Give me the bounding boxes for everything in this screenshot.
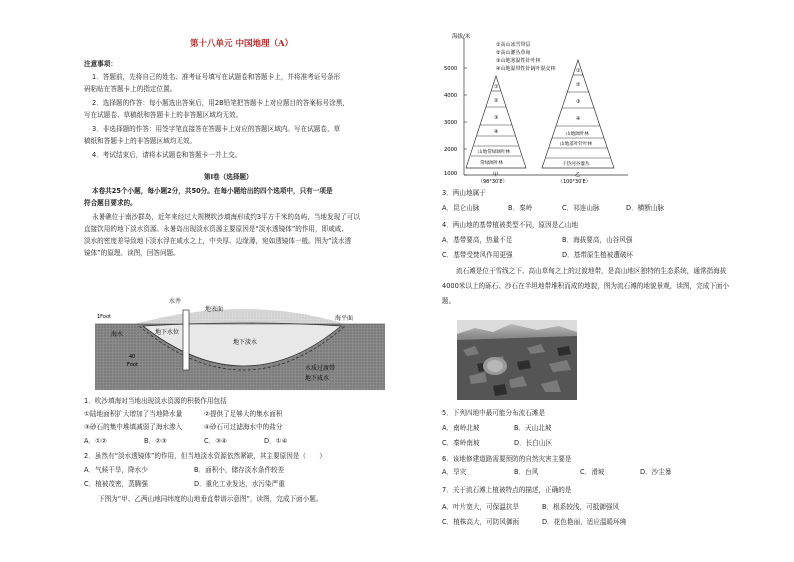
q2-choice-a[interactable]: A．气候干旱，降水少 [84, 466, 148, 474]
scree-photo [457, 320, 577, 400]
legend-2: ②高山灌丛草甸 [496, 50, 531, 56]
label-well: 水井 [169, 298, 182, 305]
label-freshwater: 地下淡水 [233, 339, 258, 346]
passage1-line-3: 淡水的密度差导致地下淡水浮在咸水之上，中央厚、边缘薄，宛如透镜体一般。图为“淡水透 [84, 237, 352, 245]
notice-heading: 注意事项： [84, 60, 117, 68]
notice-item-3-line-2: 稿纸和答题卡上的非答题区域均无效。 [84, 137, 197, 145]
passage2-line-2: 4000米以上的砾石、沙石在半坦地带堆积而成的地貌，图为流石滩的地貌景观，读图，完成下面小 [442, 282, 730, 290]
q7-choice-c[interactable]: C．植株高大，可防风御雨 [442, 518, 520, 526]
q6-choice-a[interactable]: A．旱灾 [442, 468, 467, 476]
label-foot: Foot [127, 362, 138, 368]
q7-stem: 7．关于流石滩上植被特点的描述，正确的是 [442, 486, 572, 494]
notice-item-2-line-2: 写在试题卷、草稿纸和答题卡上的非答题区域均无效。 [84, 111, 243, 119]
notice-item-1-line-1: 1．答题前，先将自己的姓名、准考证号填写在试题卷和答题卡上，并将准考证号条形 [92, 73, 341, 81]
q4-choice-b[interactable]: B．海拔要高，山谷风强 [562, 236, 633, 244]
q1-choice-d[interactable]: D．①④ [264, 437, 288, 445]
q1-stem: 1．吹沙填海对当地出现淡水资源的积极作用包括 [84, 397, 227, 405]
mountain-yi [542, 60, 614, 185]
passage1-line-4: 镜体”的原理。读图，回答问题。 [84, 249, 180, 257]
q1-choice-b[interactable]: B．②③ [144, 437, 167, 445]
q1-option-2: ②提供了足够大的集水面积 [204, 410, 283, 418]
q5-choice-c[interactable]: C．秦岭南坡 [442, 439, 480, 447]
passage1-line-1: 永暑礁位于南沙群岛，近年来经过大规模吹沙填海形成约3平方千米的岛屿，当地发现了可以 [92, 213, 360, 221]
label-saltwater: 地下咸水 [305, 375, 330, 382]
yi-zone-label-2: 山地落叶针叶林 [560, 142, 593, 147]
q6-choice-c[interactable]: C．滑坡 [580, 468, 605, 476]
notice-item-2-line-1: 2．选择题的作答：每小题选出答案后，用2B铅笔把答题卡上对应题目的答案标号涂黑， [92, 99, 349, 107]
mountain-zone-chart [438, 30, 638, 185]
q1-option-1: ①陆地面积扩大增加了当地降水量 [84, 410, 183, 418]
jia-marker-4: ④ [494, 129, 499, 135]
yi-zone-label-3: 干热河谷灌丛 [562, 162, 590, 167]
q3-choice-d[interactable]: D．横断山脉 [626, 204, 665, 212]
q4-choice-c[interactable]: C．基带受焚风作用更强 [442, 251, 513, 259]
q6-choice-b[interactable]: B．台风 [514, 468, 539, 476]
q6-stem: 6．该地修建道路需要预防的自然灾害主要是 [442, 455, 572, 463]
yi-marker-3: ③ [576, 99, 581, 105]
label-sea-level: 海平面 [335, 315, 354, 322]
figure-caption: 下图为“甲、乙两山地同纬度的山地垂直带谱示意图”，读图，完成下面小题。 [98, 495, 323, 503]
legend-4: ④山地温带性针阔叶混交林 [496, 66, 556, 72]
section-intro-line-2: 符合题目要求的。 [84, 199, 137, 207]
notice-item-1-line-2: 码粘贴在答题卡上的指定位置。 [84, 85, 177, 93]
label-40: 40 [129, 354, 136, 360]
label-water-table: 地下水位 [155, 329, 180, 336]
y-axis-label: 海拔/米 [452, 34, 471, 40]
y-tick-1000: 1000 [444, 171, 458, 177]
q3-stem: 3．两山地属于 [442, 189, 486, 197]
q3-choice-c[interactable]: C．祁连山脉 [562, 204, 600, 212]
q1-option-4: ④砂石可过滤海水中的盐分 [204, 423, 283, 431]
q7-choice-a[interactable]: A．叶片宽大，可保温抗旱 [442, 503, 520, 511]
y-tick-4000: 4000 [444, 93, 458, 99]
freshwater-lens-diagram [95, 296, 385, 390]
q6-choice-d[interactable]: D．沙尘暴 [640, 468, 672, 476]
mountain-jia [466, 76, 526, 185]
section-intro-line-1: 本卷共25个小题，每小题2分，共50分。在每小题给出的四个选项中，只有一项是 [92, 187, 333, 195]
passage2-line-1: 流石滩是位于雪线之下、高山草甸之上的过渡地带，是高山地区独特的生态系统，通常指海拔 [456, 267, 727, 275]
jia-marker-1: ① [494, 84, 499, 90]
passage2-line-3: 题。 [442, 297, 456, 305]
yi-marker-1: ① [576, 68, 581, 74]
well-shaft [183, 310, 189, 370]
legend-1: ①高山冰雪带层 [496, 42, 531, 48]
yi-marker-4: ④ [576, 116, 581, 122]
q5-choice-d[interactable]: D．长白山区 [514, 439, 553, 447]
q4-stem: 4．两山地的基带植被类型不同，原因是乙山地 [442, 221, 579, 229]
q2-choice-d[interactable]: D．重化工业发达，水污染严重 [194, 480, 285, 488]
jia-name: 甲 [493, 172, 499, 178]
q1-choice-a[interactable]: A．①② [84, 437, 107, 445]
q1-option-3: ③砂石的集中堆填减弱了海水渗入 [84, 423, 183, 431]
y-ticks [444, 66, 467, 177]
yi-coord: （100°30′E） [558, 179, 591, 185]
q2-stem: 2．虽然有“淡水透镜体”的作用，但当地淡水资源依然紧缺，其主要原因是（ ） [84, 452, 326, 460]
jia-marker-2: ② [494, 98, 499, 104]
notice-item-4: 4．考试结束后，请将本试题卷和答题卡一并上交。 [92, 151, 242, 159]
page-title: 第十八单元 中国地理（A） [190, 39, 294, 49]
q4-choice-d[interactable]: D．基带原生植被遭破坏 [562, 251, 634, 259]
jia-marker-3: ③ [494, 115, 499, 121]
section-title: 第Ⅰ卷（选择题） [204, 173, 253, 181]
yi-marker-2: ② [576, 82, 581, 88]
label-1foot: 1Foot [97, 314, 111, 320]
y-tick-3000: 3000 [444, 120, 458, 126]
q2-choice-b[interactable]: B．面积小，储存淡水条件较差 [194, 466, 285, 474]
yi-zone-label-1: 山地阔叶林 [566, 132, 589, 137]
label-transition: 水质过渡带 [305, 365, 336, 372]
yi-name: 乙 [575, 172, 581, 178]
label-surface: 地表面 [205, 306, 224, 313]
island-surface [135, 309, 345, 324]
label-sea: 海水 [111, 331, 124, 338]
jia-coord: （98°30′E） [478, 179, 508, 185]
q3-choice-b[interactable]: B．秦岭 [508, 204, 533, 212]
q1-choice-c[interactable]: C．③④ [204, 437, 228, 445]
passage1-line-2: 直接饮用的地下淡水资源。永暑岛出现淡水资源主要原因是“淡水透镜体”的作用，即咸咸、 [84, 225, 348, 233]
q5-choice-a[interactable]: A．南岭北坡 [442, 424, 480, 432]
y-tick-2000: 2000 [444, 147, 458, 153]
legend-3: ③山地寒温性针叶林 [496, 58, 541, 64]
q7-choice-b[interactable]: B．根系较浅，可抵御强风 [542, 503, 620, 511]
q5-choice-b[interactable]: B．天山北坡 [514, 424, 552, 432]
q2-choice-c[interactable]: C．植被茂密，蒸腾强 [84, 480, 148, 488]
q7-choice-d[interactable]: D．花色艳丽，适应温暖环境 [542, 518, 627, 526]
scree-photo-art [457, 320, 577, 400]
notice-item-3-line-1: 3．非选择题的作答：用签字笔直接答在答题卡上对应的答题区域内。写在试题卷、草 [92, 125, 341, 133]
jia-zone-label-1: 山地常绿阔叶林 [478, 150, 511, 155]
q3-choice-a[interactable]: A．昆仑山脉 [442, 204, 480, 212]
jia-zone-label-2: 常绿阔叶林 [480, 161, 503, 166]
q4-choice-a[interactable]: A．基带要高，热量不足 [442, 236, 513, 244]
y-tick-5000: 5000 [444, 66, 458, 72]
q5-stem: 5．下列四地中最可能分布流石滩是 [442, 409, 546, 417]
